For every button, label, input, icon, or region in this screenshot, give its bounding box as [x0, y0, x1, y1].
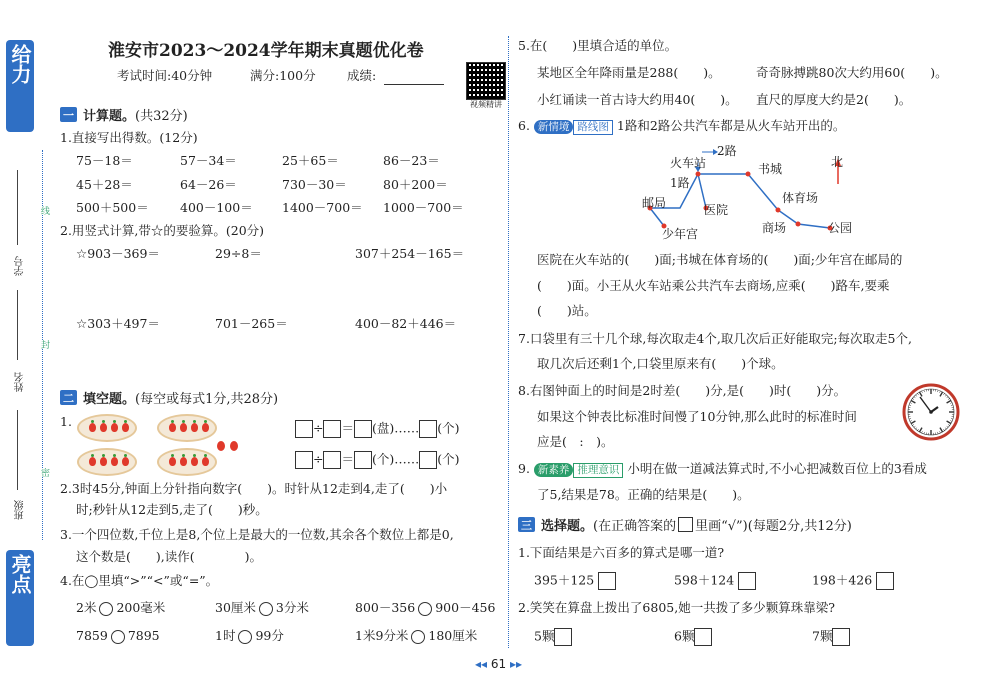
- compare-item: [76, 628, 160, 644]
- answer-checkbox[interactable]: [598, 572, 616, 590]
- q1-problem: 25＋65＝: [282, 153, 339, 168]
- q1-problem: 64－26＝: [180, 177, 237, 192]
- unit-text: (个)……: [372, 451, 420, 467]
- q2-problem: ☆303＋497＝: [76, 316, 160, 331]
- route-map-tag: 路线图: [573, 120, 613, 135]
- fill-q8-line2: 如果这个钟表比标准时间慢了10分钟,那么此时的标准时间: [537, 409, 857, 424]
- fill-q6-a3: ( )站。: [537, 303, 597, 318]
- fill-q7-line1: 7.口袋里有三十几个球,每次取走4个,取几次后正好能取完;每次取走5个,: [518, 331, 912, 346]
- choice-q1-label: 1.下面结果是六百多的算式是哪一道?: [518, 545, 725, 560]
- q2-problem: 307＋254－165＝: [355, 246, 465, 261]
- q1-problem: 1000－700＝: [383, 200, 464, 215]
- seal-mark-2: 封: [39, 340, 49, 349]
- reasoning-tag: 推理意识: [573, 463, 623, 478]
- choice-option: [534, 628, 572, 646]
- fill-q2-line1: 2.3时45分,钟面上分针指向数字( )。时针从12走到4,走了( )小: [60, 481, 448, 496]
- next-arrow-icon[interactable]: ▸▸: [509, 657, 523, 671]
- compare-right: 99分: [255, 628, 284, 643]
- student-no-label: 学号: [15, 256, 26, 276]
- compare-item: [215, 628, 284, 644]
- fill-q4-label: 4.在◯里填“>”“<”或“=”。: [60, 573, 219, 588]
- class-label: 班级: [15, 500, 26, 520]
- q1-label: 1.直接写出得数。(12分): [60, 130, 198, 145]
- compare-left: 1米9分米: [355, 628, 409, 643]
- fill-q5-b2: 直尺的厚度大约是2( )。: [756, 92, 912, 107]
- compare-item: [215, 600, 309, 616]
- fill-q2-line2: 时;秒针从12走到5,走了( )秒。: [76, 502, 268, 517]
- compare-left: 1时: [215, 628, 236, 643]
- sidebar-tab-bottom: [6, 550, 34, 646]
- q2-problem: 701－265＝: [215, 316, 288, 331]
- answer-box[interactable]: [354, 420, 372, 438]
- map-mall: 商场: [762, 221, 787, 235]
- new-context-tag: 新情境: [534, 120, 574, 134]
- section-2-sub: (每空或每式1分,共28分): [135, 392, 279, 407]
- choice-q2-label: 2.笑笑在算盘上拨出了6805,她一共拨了多少颗算珠靠梁?: [518, 600, 835, 615]
- sidebar-tab-top: [6, 40, 34, 132]
- q1-problem: 75－18＝: [76, 153, 133, 168]
- option-text: 7颗: [812, 628, 833, 644]
- fill-q9-line1: [518, 461, 927, 478]
- answer-box[interactable]: [323, 451, 341, 469]
- fill-q9-line2: 了5,结果是78。正确的结果是( )。: [537, 487, 750, 502]
- page-number: [475, 657, 522, 671]
- clock-face: [902, 383, 960, 441]
- compare-left: 7859: [76, 628, 108, 643]
- compare-right: 180厘米: [428, 628, 478, 643]
- fill-q5-label: 5.在( )里填合适的单位。: [518, 38, 678, 53]
- fill-q1-label: 1.: [60, 414, 72, 429]
- compare-circle[interactable]: [238, 630, 252, 644]
- fill-q6-a1: 医院在火车站的( )面;书城在体育场的( )面;少年宫在邮局的: [537, 252, 903, 267]
- answer-box[interactable]: [419, 420, 437, 438]
- column-divider: [508, 36, 509, 648]
- compare-left: 800－356: [355, 600, 416, 615]
- section-3-title: 选择题。: [541, 519, 594, 534]
- class-line: [17, 410, 18, 490]
- q1-problem: 730－30＝: [282, 177, 347, 192]
- compare-circle[interactable]: [111, 630, 125, 644]
- compare-right: 200毫米: [116, 600, 166, 615]
- fill-q7-line2: 取几次后还剩1个,口袋里原来有( )个球。: [537, 356, 784, 371]
- prev-arrow-icon[interactable]: ◂◂: [475, 657, 488, 671]
- compare-right: 3分米: [275, 600, 309, 615]
- answer-box[interactable]: [323, 420, 341, 438]
- seal-mark-3: 密: [39, 468, 49, 477]
- q1-problem: 80＋200＝: [383, 177, 448, 192]
- compare-item: [355, 628, 477, 644]
- section-3-sub1: (在正确答案的: [593, 519, 677, 534]
- q1-problem: 500＋500＝: [76, 200, 149, 215]
- compare-item: [76, 600, 165, 616]
- exam-time: 考试时间:40分钟: [117, 68, 213, 83]
- q2-problem: 400－82＋446＝: [355, 316, 457, 331]
- q9-text: 小明在做一道减法算式时,不小心把减数百位上的3看成: [627, 461, 927, 476]
- answer-box[interactable]: [419, 451, 437, 469]
- fill-q8-line1: 8.右图钟面上的时间是2时差( )分,是( )时( )分。: [518, 383, 847, 398]
- answer-checkbox[interactable]: [738, 572, 756, 590]
- answer-checkbox[interactable]: [876, 572, 894, 590]
- compare-item: [355, 600, 495, 616]
- compare-right: 900－456: [435, 600, 496, 615]
- answer-box[interactable]: [295, 420, 313, 438]
- qr-code[interactable]: [466, 62, 506, 100]
- unit-text: (盘)……: [372, 420, 420, 436]
- section-2-num: 二: [60, 390, 77, 405]
- section-2-title: 填空题。: [83, 392, 136, 407]
- map-gym: 体育场: [782, 191, 819, 205]
- page-number-text: 61: [490, 657, 507, 671]
- map-park: 公园: [828, 221, 853, 235]
- full-score: 满分:100分: [250, 68, 316, 83]
- choice-option: [812, 572, 894, 590]
- answer-checkbox[interactable]: [554, 628, 572, 646]
- tomato-plate: [157, 448, 217, 476]
- name-line: [17, 290, 18, 360]
- fill-q1-eq2: ÷ ＝ (个)…… (个): [295, 451, 460, 469]
- map-post: 邮局: [642, 196, 667, 210]
- fill-q5-a1: 某地区全年降雨量是288( )。: [537, 65, 721, 80]
- name-label: 姓名: [15, 372, 26, 392]
- page-title: 淮安市2023～2024学年期末真题优化卷: [108, 41, 424, 61]
- option-text: 6颗: [674, 628, 695, 644]
- map-route1: 1路: [670, 176, 690, 190]
- map-bookstore: 书城: [758, 162, 783, 176]
- map-youth: 少年宫: [662, 227, 699, 241]
- sidebar-tab-bottom-text: 亮点: [8, 554, 32, 594]
- tomato-plate: [77, 414, 137, 442]
- fill-q3-line2: 这个数是( ),读作( )。: [76, 549, 262, 564]
- compare-circle[interactable]: [418, 602, 432, 616]
- section-3-sub2: 里画“√”)(每题2分,共12分): [695, 519, 852, 534]
- option-text: 198＋426: [812, 572, 873, 588]
- fill-q8-line3: 应是( : )。: [537, 434, 614, 449]
- answer-box[interactable]: [295, 451, 313, 469]
- map-route2: 2路: [717, 144, 737, 158]
- check-box-sample: [678, 517, 693, 532]
- map-station: 火车站: [670, 156, 707, 170]
- qr-label: 视频精讲: [470, 100, 502, 109]
- literacy-tag: 新素养: [534, 463, 574, 477]
- q1-problem: 57－34＝: [180, 153, 237, 168]
- compare-right: 7895: [127, 628, 160, 643]
- q6-num: 6.: [518, 118, 530, 133]
- q2-label: 2.用竖式计算,带☆的要验算。(20分): [60, 223, 265, 238]
- q1-problem: 1400－700＝: [282, 200, 363, 215]
- q2-problem: ☆903－369＝: [76, 246, 160, 261]
- q1-problem: 45＋28＝: [76, 177, 133, 192]
- option-text: 598＋124: [674, 572, 735, 588]
- fill-q6-header: [518, 118, 845, 135]
- unit-text: (个): [437, 451, 460, 467]
- section-1-title: 计算题。: [83, 109, 136, 124]
- fill-q5-b1: 小红诵读一首古诗大约用40( )。: [537, 92, 738, 107]
- fill-q3-line1: 3.一个四位数,千位上是8,个位上是最大的一位数,其余各个数位上都是0,: [60, 527, 454, 542]
- choice-option: [534, 572, 616, 590]
- map-hospital: 医院: [704, 203, 729, 217]
- sidebar-tab-top-text: 给力: [8, 44, 32, 84]
- compare-left: 2米: [76, 600, 97, 615]
- option-text: 395＋125: [534, 572, 595, 588]
- section-1-num: 一: [60, 107, 77, 122]
- section-1-header: [60, 105, 188, 124]
- tomato-plate: [157, 414, 217, 442]
- unit-text: (个): [437, 420, 460, 436]
- tomato-plate: [77, 448, 137, 476]
- score-label: 成绩:: [347, 68, 377, 83]
- section-1-sub: (共32分): [135, 109, 188, 124]
- fill-q5-a2: 奇奇脉搏跳80次大约用60( )。: [756, 65, 948, 80]
- section-2-header: [60, 388, 278, 407]
- choice-option: [674, 628, 712, 646]
- score-field[interactable]: [384, 84, 444, 85]
- loose-tomatoes: [217, 436, 238, 455]
- student-no-line: [17, 170, 18, 245]
- q1-problem: 400－100＝: [180, 200, 253, 215]
- fill-q6-a2: ( )面。小王从火车站乘公共汽车去商场,应乘( )路车,要乘: [537, 278, 890, 293]
- choice-option: [812, 628, 850, 646]
- q6-text: 1路和2路公共汽车都是从火车站开出的。: [616, 118, 846, 133]
- answer-checkbox[interactable]: [694, 628, 712, 646]
- option-text: 5颗: [534, 628, 555, 644]
- q1-problem: 86－23＝: [383, 153, 440, 168]
- section-3-num: 三: [518, 517, 535, 532]
- choice-option: [674, 572, 756, 590]
- compare-circle[interactable]: [259, 602, 273, 616]
- fill-q1-eq1: ÷ ＝ (盘)…… (个): [295, 420, 460, 438]
- answer-checkbox[interactable]: [832, 628, 850, 646]
- compare-circle[interactable]: [99, 602, 113, 616]
- answer-box[interactable]: [354, 451, 372, 469]
- q2-problem: 29÷8＝: [215, 246, 262, 261]
- map-north: 北: [831, 155, 844, 169]
- q9-num: 9.: [518, 461, 530, 476]
- compare-circle[interactable]: [411, 630, 425, 644]
- seal-mark-1: 线: [39, 206, 49, 215]
- compare-left: 30厘米: [215, 600, 256, 615]
- section-3-header: [518, 515, 852, 534]
